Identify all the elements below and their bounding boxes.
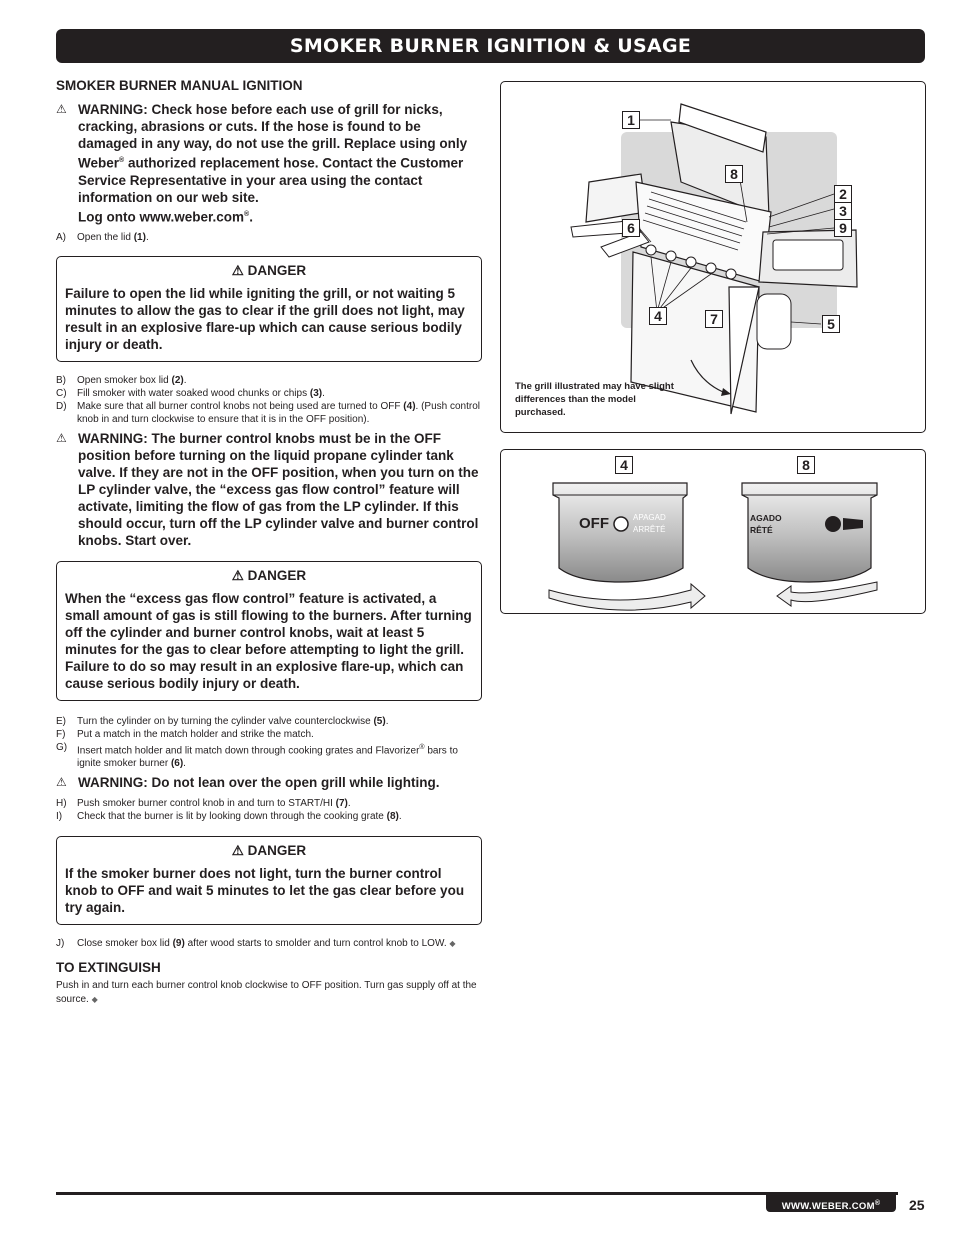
- step-i: I) Check that the burner is lit by looking down through the cooking grate (8).: [56, 811, 402, 823]
- page-title: SMOKER BURNER IGNITION & USAGE: [56, 29, 925, 63]
- callout-3: 3: [834, 202, 852, 220]
- callout-9: 9: [834, 219, 852, 237]
- knob-illustrations: [501, 450, 925, 613]
- callout-4: 4: [649, 307, 667, 325]
- danger-text: If the smoker burner does not light, turn the burner control knob to OFF and wait 5 minutes to let the gas clear before you try again.: [65, 866, 465, 916]
- danger-box-lid: ⚠ DANGER Failure to open the lid while igniting the grill, or not waiting 5 minutes to allow the gas to clear if the grill does not light, may result in an explosive flare-up which can cause serious bodily injury or death.: [56, 256, 482, 362]
- danger-box-no-light: ⚠ DANGER If the smoker burner does not light, turn the burner control knob to OFF and wait 5 minutes to let the gas clear before you try again.: [56, 836, 482, 925]
- step-f: F) Put a match in the match holder and strike the match.: [56, 729, 314, 740]
- step-j: J) Close smoker box lid (9) after wood starts to smolder and turn control knob to LOW. ◆: [56, 938, 456, 950]
- step-g: G) Insert match holder and lit match down through cooking grates and Flavorizer® bars to ignite smoker burner (6).: [56, 742, 458, 770]
- warning-icon: ⚠: [231, 843, 244, 859]
- warning-icon: ⚠: [56, 775, 67, 790]
- callout-1: 1: [622, 111, 640, 129]
- callout-6: 6: [622, 219, 640, 237]
- page-number: 25: [909, 1197, 925, 1213]
- instructions-column: [56, 78, 482, 1007]
- knob-right-es-label: AGADO: [750, 513, 782, 523]
- warning-icon: ⚠: [56, 431, 67, 445]
- callout-7: 7: [705, 310, 723, 328]
- callout-5: 5: [822, 315, 840, 333]
- warning-knobs: ⚠ WARNING: The burner control knobs must be in the OFF position before turning on the liquid propane cylinder tank valve. If they are not in the OFF position, when you turn on the LP cylinder valve, the “excess gas flow control” feature will activate, limiting the flow of gas from the LP cylinder. If this should occur, turn off the LP cylinder valve and burner control knobs. Start over.: [56, 431, 479, 548]
- callout-4: 4: [615, 456, 633, 474]
- warning-lean: ⚠ WARNING: Do not lean over the open grill while lighting.: [56, 775, 440, 791]
- warning-icon: ⚠: [231, 263, 244, 278]
- knob-detail-figure: [500, 449, 926, 614]
- step-c: C) Fill smoker with water soaked wood chunks or chips (3).: [56, 388, 325, 399]
- callout-8: 8: [797, 456, 815, 474]
- section-heading-extinguish: TO EXTINGUISH: [56, 960, 161, 976]
- end-mark-icon: ◆: [91, 995, 98, 1005]
- step-d: D) Make sure that all burner control knobs not being used are turned to OFF (4). (Push control knob in and turn clockwise to ensure that it is in the OFF position).: [56, 401, 481, 425]
- warning-icon: ⚠: [56, 102, 67, 116]
- warning-icon: ⚠: [231, 568, 244, 583]
- warning-hose: ⚠ WARNING: Check hose before each use of grill for nicks, cracking, abrasions or cuts. If the hose is found to be damaged in any way, do not use the grill. Replace using only Weber® authorized replacement hose. Contact the Customer Service Representative in your area using the contact information on our web site. Log onto www.weber.com®.: [56, 102, 468, 224]
- knob-fr-label: ARRÊTÉ: [633, 525, 666, 534]
- step-e: E) Turn the cylinder on by turning the cylinder valve counterclockwise (5).: [56, 716, 389, 727]
- knob-right-fr-label: RÊTÉ: [750, 525, 773, 535]
- grill-illustration-figure: [500, 81, 926, 433]
- step-h: H) Push smoker burner control knob in and turn to START/HI (7).: [56, 798, 351, 810]
- step-a: A) Open the lid (1).: [56, 232, 149, 243]
- callout-8: 8: [725, 165, 743, 183]
- end-mark-icon: ◆: [449, 939, 456, 949]
- footer-website: WWW.WEBER.COM®: [766, 1195, 896, 1212]
- danger-text: When the “excess gas flow control” feature is activated, a small amount of gas is still flowing to the burners. After turning off the cylinder and burner control knobs, wait at least 5 minutes for the gas to clear before attempting to light the grill. Failure to do so may result in an explosive flare-up, which can cause serious bodily injury or death.: [65, 591, 472, 691]
- knob-es-label: APAGAD: [633, 513, 666, 522]
- danger-text: Failure to open the lid while igniting the grill, or not waiting 5 minutes to allow the gas to clear if the grill does not light, may result in an explosive flare-up which can cause serious bodily injury or death.: [65, 286, 465, 352]
- knob-off-label: OFF: [579, 515, 609, 532]
- illustration-disclaimer: The grill illustrated may have slight differences than the model purchased.: [515, 381, 674, 418]
- step-b: B) Open smoker box lid (2).: [56, 375, 187, 386]
- callout-2: 2: [834, 185, 852, 203]
- section-heading-manual-ignition: SMOKER BURNER MANUAL IGNITION: [56, 78, 303, 93]
- danger-box-excess-flow: ⚠ DANGER When the “excess gas flow control” feature is activated, a small amount of gas is still flowing to the burners. After turning off the cylinder and burner control knobs, wait at least 5 minutes for the gas to clear before attempting to light the grill. Failure to do so may result in an explosive flare-up, which can cause serious bodily injury or death.: [56, 561, 482, 701]
- extinguish-text: Push in and turn each burner control knob clockwise to OFF position. Turn gas supply off at the source. ◆: [56, 980, 477, 1006]
